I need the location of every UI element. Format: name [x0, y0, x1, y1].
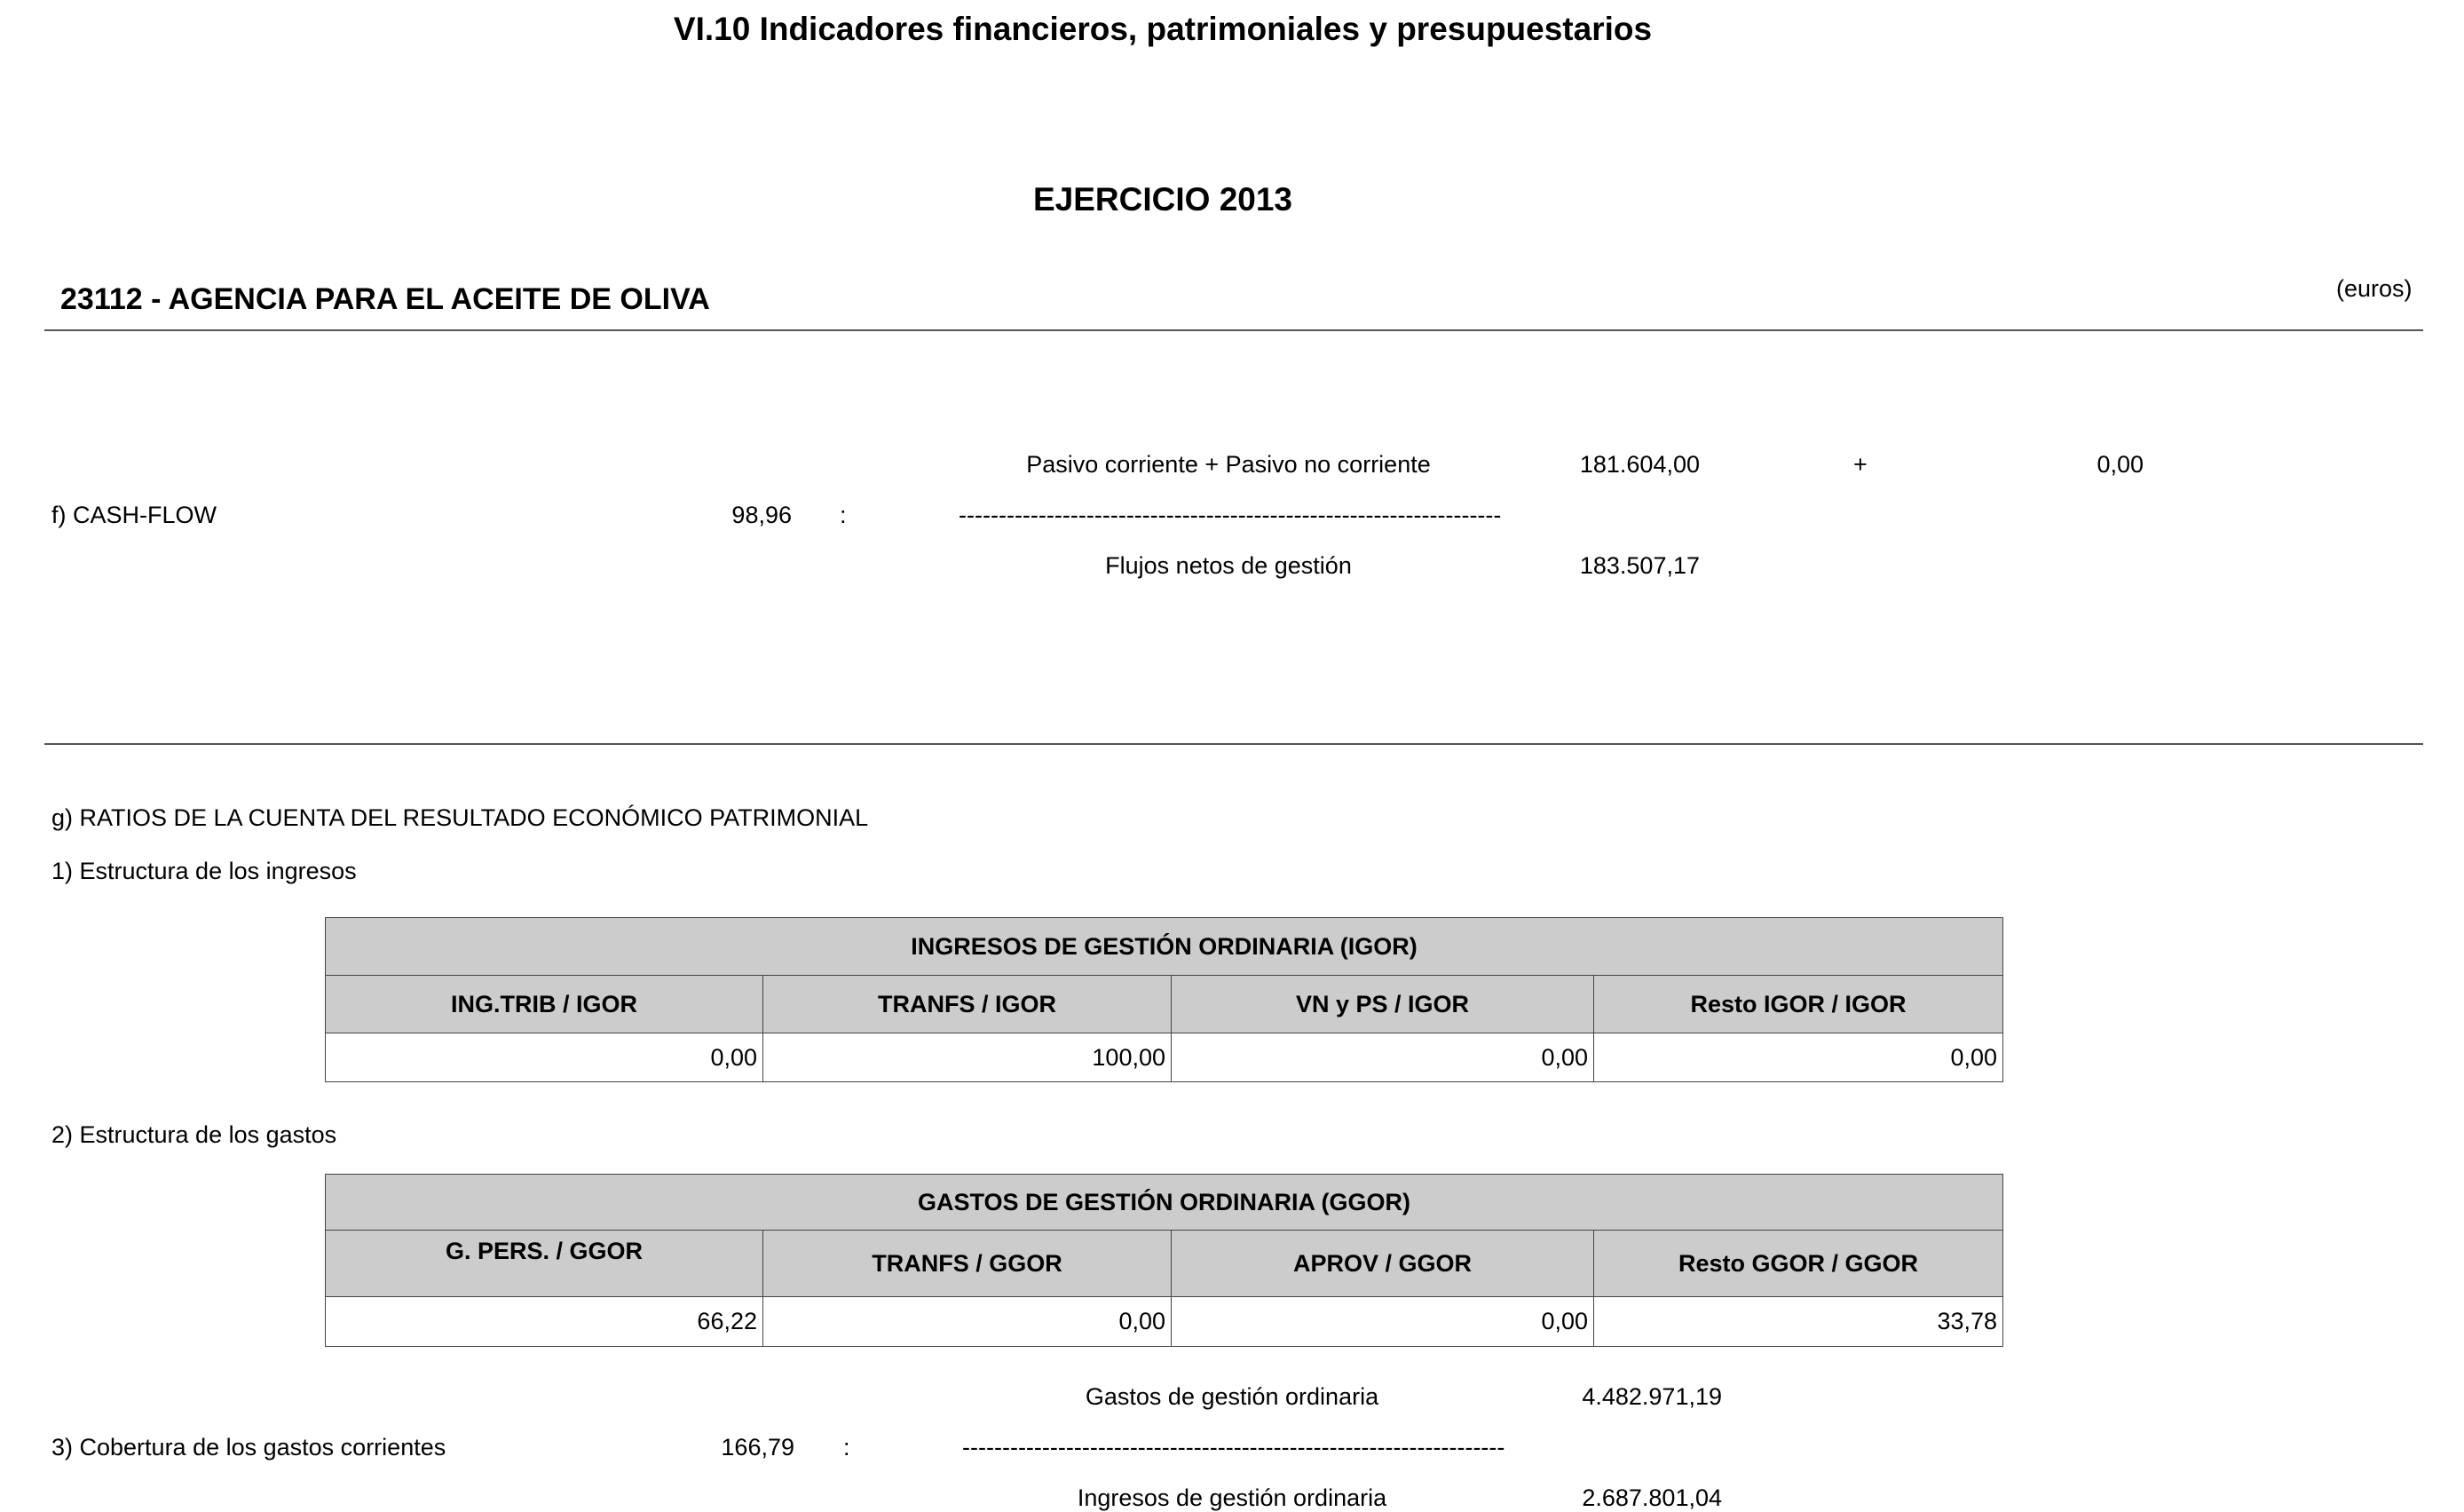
ratios-section-title: g) RATIOS DE LA CUENTA DEL RESULTADO ECONÓMICO PATRIMONIAL: [51, 804, 869, 831]
cobertura-divider: --------------------------------------------------------------------: [962, 1434, 1505, 1461]
cashflow-divider: --------------------------------------------------------------------: [959, 502, 1502, 528]
ingresos-col-header: TRANFS / IGOR: [763, 976, 1172, 1033]
cashflow-label: f) CASH-FLOW: [51, 502, 217, 528]
cashflow-numerator-label: Pasivo corriente + Pasivo no corriente: [1026, 451, 1431, 478]
ingresos-col-header: VN y PS / IGOR: [1172, 976, 1594, 1033]
entity-name: 23112 - AGENCIA PARA EL ACEITE DE OLIVA: [60, 282, 710, 316]
gastos-table-title: GASTOS DE GESTIÓN ORDINARIA (GGOR): [326, 1175, 2003, 1231]
gastos-cell: 33,78: [1594, 1297, 2003, 1347]
section-divider: [44, 743, 2423, 745]
ingresos-cell: 0,00: [1594, 1033, 2003, 1082]
header-divider: [44, 329, 2423, 331]
ingresos-cell: 100,00: [763, 1033, 1172, 1082]
cobertura-denominator-label: Ingresos de gestión ordinaria: [1077, 1484, 1387, 1511]
units-label: (euros): [2336, 275, 2413, 302]
gastos-cell: 0,00: [763, 1297, 1172, 1347]
cashflow-colon: :: [840, 502, 847, 528]
ingresos-col-header: ING.TRIB / IGOR: [326, 976, 763, 1033]
ingresos-cell: 0,00: [1172, 1033, 1594, 1082]
cashflow-denominator-label: Flujos netos de gestión: [1105, 552, 1352, 579]
cashflow-plus-sign: +: [1853, 451, 1868, 478]
gastos-cell: 66,22: [326, 1297, 763, 1347]
page-title: VI.10 Indicadores financieros, patrimoniales y presupuestarios: [673, 11, 1653, 47]
ingresos-subtitle: 1) Estructura de los ingresos: [51, 858, 357, 884]
cashflow-numerator-value: 181.604,00: [1579, 451, 1700, 478]
cobertura-value: 166,79: [721, 1434, 794, 1461]
cobertura-denominator-value: 2.687.801,04: [1582, 1484, 1722, 1511]
ingresos-table: [325, 917, 2003, 1082]
fiscal-year-heading: EJERCICIO 2013: [1032, 181, 1293, 218]
gastos-cell: 0,00: [1172, 1297, 1594, 1347]
cobertura-label: 3) Cobertura de los gastos corrientes: [51, 1434, 446, 1461]
cobertura-colon: :: [843, 1434, 850, 1461]
cashflow-denominator-value: 183.507,17: [1579, 552, 1700, 579]
cashflow-extra-value: 0,00: [2097, 451, 2144, 478]
cobertura-numerator-value: 4.482.971,19: [1582, 1383, 1722, 1410]
ingresos-table-title: INGRESOS DE GESTIÓN ORDINARIA (IGOR): [326, 918, 2003, 976]
gastos-table: [325, 1174, 2003, 1347]
gastos-col-header: APROV / GGOR: [1172, 1231, 1594, 1297]
ingresos-col-header: Resto IGOR / IGOR: [1594, 976, 2003, 1033]
gastos-subtitle: 2) Estructura de los gastos: [51, 1121, 337, 1148]
cobertura-numerator-label: Gastos de gestión ordinaria: [1085, 1383, 1379, 1410]
cashflow-value: 98,96: [731, 502, 792, 528]
gastos-col-header: TRANFS / GGOR: [763, 1231, 1172, 1297]
gastos-col-header: G. PERS. / GGOR: [326, 1231, 763, 1297]
ingresos-cell: 0,00: [326, 1033, 763, 1082]
gastos-col-header: Resto GGOR / GGOR: [1594, 1231, 2003, 1297]
